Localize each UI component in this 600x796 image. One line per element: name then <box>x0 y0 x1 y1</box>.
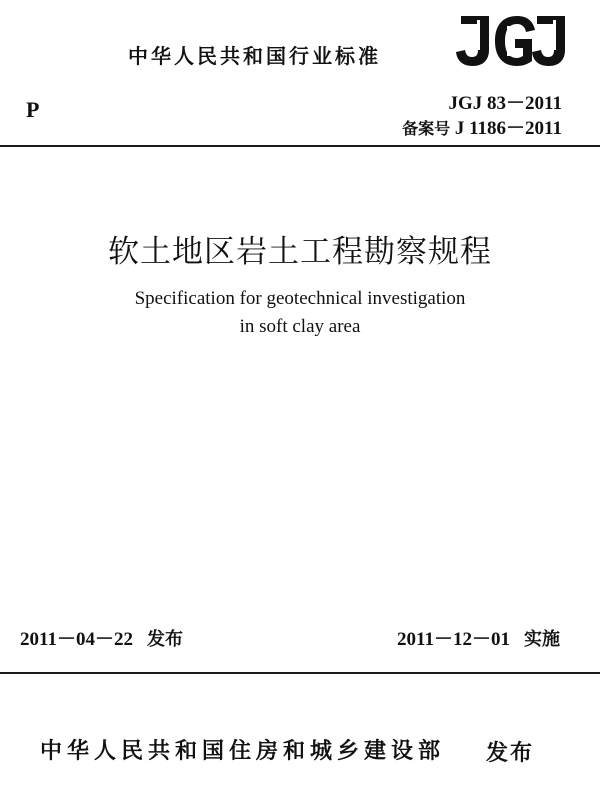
title-english-line1: Specification for geotechnical investigation <box>134 288 466 309</box>
classification-code: P <box>26 97 40 122</box>
standard-number: JGJ 83－2011 <box>448 93 562 114</box>
title-english-line2: in soft clay area <box>239 316 361 337</box>
issue-date: 2011－04－22 <box>20 629 133 650</box>
jgj-logo <box>455 14 570 68</box>
issuing-ministry: 中华人民共和国住房和城乡建设部 <box>40 739 446 764</box>
effective-date: 2011－12－01 <box>397 629 510 650</box>
scan-artifact <box>28 0 50 4</box>
title-chinese: 软土地区岩土工程勘察规程 <box>108 234 492 270</box>
header-divider <box>0 145 600 147</box>
ministry-verb: 发布 <box>486 741 535 766</box>
record-number-line <box>402 113 562 140</box>
record-label: 备案号 <box>402 119 451 138</box>
issue-verb: 发布 <box>146 629 183 650</box>
effective-date-line <box>397 624 560 651</box>
record-number: J 1186－2011 <box>454 118 562 139</box>
industry-standard-label: 中华人民共和国行业标准 <box>128 44 381 68</box>
title-english <box>0 285 600 341</box>
issue-date-line <box>20 624 183 651</box>
footer-divider <box>0 672 600 674</box>
effective-verb: 实施 <box>524 629 560 650</box>
